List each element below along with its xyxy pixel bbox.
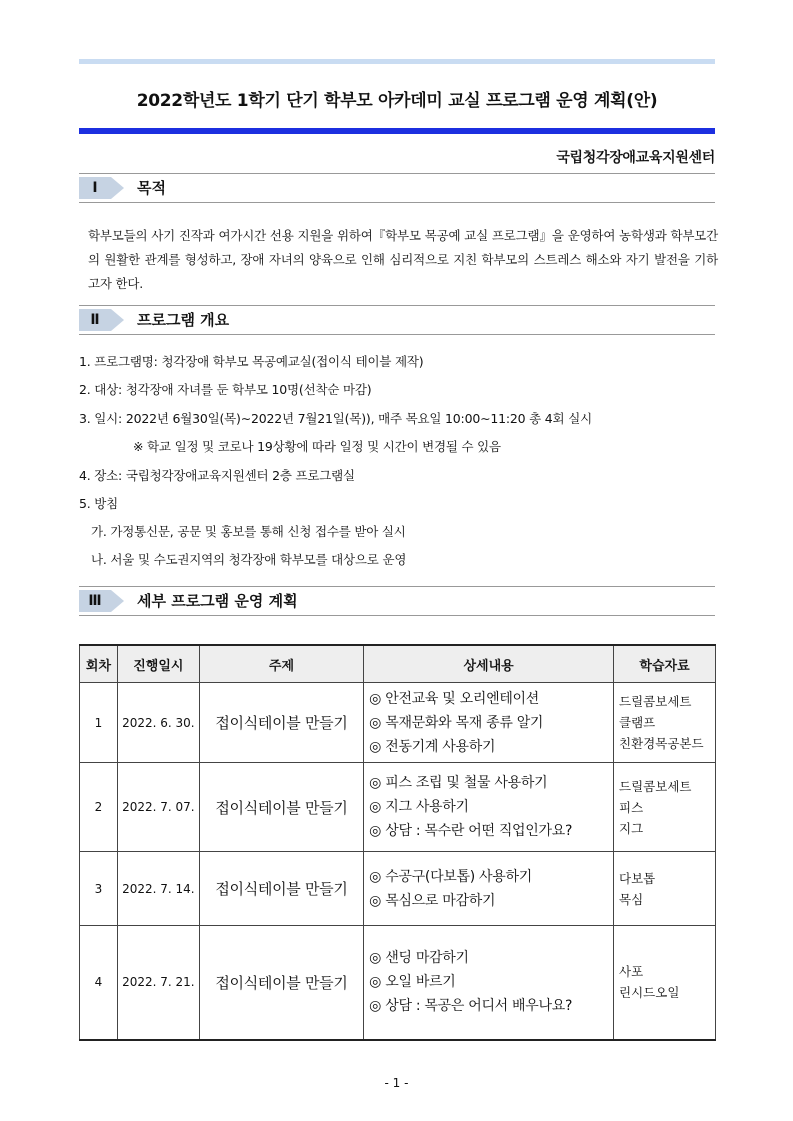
header-session: 회차 [80,645,118,683]
overview-policy: 5. 방침 [79,496,119,511]
session-materials [614,926,716,1040]
top-rule [79,59,715,64]
section-title: 프로그램 개요 [137,311,230,329]
detail-item: ◎ 샌딩 마감하기 [369,950,469,967]
session-topic: 접이식테이블 만들기 [199,926,363,1040]
overview-schedule-note: ※ 학교 일정 및 코로나 19상황에 따라 일정 및 시간이 변경될 수 있음 [133,439,501,454]
section-heading-purpose [79,173,715,203]
table-row [80,852,716,926]
overview-program-name: 1. 프로그램명: 청각장애 학부모 목공예교실(접이식 테이블 제작) [79,354,424,369]
section-number: Ⅲ [79,590,111,612]
material-item: 드릴콤보세트 [619,694,692,709]
material-item: 린시드오일 [619,985,680,1001]
session-materials [614,683,716,763]
session-details [364,763,614,852]
session-details [364,926,614,1040]
overview-location: 4. 장소: 국립청각장애교육지원센터 2층 프로그램실 [79,468,355,483]
detail-item: ◎ 안전교육 및 오리엔테이션 [369,690,540,707]
section-number: Ⅱ [79,309,111,331]
detail-item: ◎ 피스 조립 및 철물 사용하기 [369,775,548,791]
session-date: 2022. 7. 14. [117,852,199,926]
detail-item: ◎ 전동기계 사용하기 [369,738,496,755]
chevron-right-icon [111,309,124,331]
overview-schedule: 3. 일시: 2022년 6월30일(목)∼2022년 7월21일(목)), 매주 목요일 10:00∼11:20 총 4회 실시 [79,411,592,426]
material-item: 목심 [619,891,644,907]
overview-policy-item-a: 가. 가정통신문, 공문 및 홍보를 통해 신청 접수를 받아 실시 [91,524,406,539]
material-item: 드릴콤보세트 [619,778,692,794]
session-materials [614,852,716,926]
header-details: 상세내용 [364,645,614,683]
detail-item: ◎ 목심으로 마감하기 [369,892,496,909]
material-item: 다보톱 [619,870,656,886]
material-item: 피스 [619,799,644,815]
session-number: 4 [80,926,118,1040]
document-title: 2022학년도 1학기 단기 학부모 아카데미 교실 프로그램 운영 계획(안) [136,91,658,111]
detail-item: ◎ 지그 사용하기 [369,799,469,815]
page-number: - 1 - [384,1076,409,1090]
session-number: 1 [80,683,118,763]
overview-policy-item-b: 나. 서울 및 수도권지역의 청각장애 학부모를 대상으로 운영 [91,552,407,567]
chevron-right-icon [111,590,124,612]
material-item: 클램프 [619,715,656,730]
material-item: 사포 [619,964,644,980]
session-details [364,683,614,763]
session-topic: 접이식테이블 만들기 [199,763,363,852]
table-row [80,763,716,852]
detail-item: ◎ 오일 바르기 [369,974,456,991]
detail-item: ◎ 수공구(다보톱) 사용하기 [369,868,532,885]
chevron-right-icon [111,177,124,199]
title-rule [79,128,715,134]
session-number: 2 [80,763,118,852]
detail-item: ◎ 목재문화와 목재 종류 알기 [369,714,544,731]
section-number: Ⅰ [79,177,111,199]
header-date: 진행일시 [117,645,199,683]
overview-target: 2. 대상: 청각장애 자녀를 둔 학부모 10명(선착순 마감) [79,382,372,397]
table-header-row [80,645,716,683]
session-topic: 접이식테이블 만들기 [199,852,363,926]
organization-name: 국립청각장애교육지원센터 [556,150,715,166]
detail-item: ◎ 상담 : 목수란 어떤 직업인가요? [369,823,573,839]
session-date: 2022. 6. 30. [117,683,199,763]
detail-item: ◎ 상담 : 목공은 어디서 배우나요? [369,998,573,1015]
session-details [364,852,614,926]
session-date: 2022. 7. 21. [117,926,199,1040]
program-plan-table [79,644,716,1041]
table-row [80,926,716,1040]
material-item: 친환경목공본드 [619,736,704,751]
table-row [80,683,716,763]
session-topic: 접이식테이블 만들기 [199,683,363,763]
session-number: 3 [80,852,118,926]
section-title: 세부 프로그램 운영 계획 [137,592,298,610]
material-item: 지그 [619,820,644,836]
header-topic: 주제 [199,645,363,683]
session-date: 2022. 7. 07. [117,763,199,852]
section-title: 목적 [137,179,166,197]
section-heading-plan [79,586,715,616]
session-materials [614,763,716,852]
purpose-paragraph: 학부모들의 사기 진작과 여가시간 선용 지원을 위하여『학부모 목공예 교실 프로그램』을 운영하여 농학생과 학부모간의 원활한 관계를 형성하고, 장애 자녀의 양육으로 인해 심리적으로 지친 학부모의 스트레스 해소와 자기 발전을 기하고자 한다. [88,228,718,291]
header-materials: 학습자료 [614,645,716,683]
section-heading-overview [79,305,715,335]
